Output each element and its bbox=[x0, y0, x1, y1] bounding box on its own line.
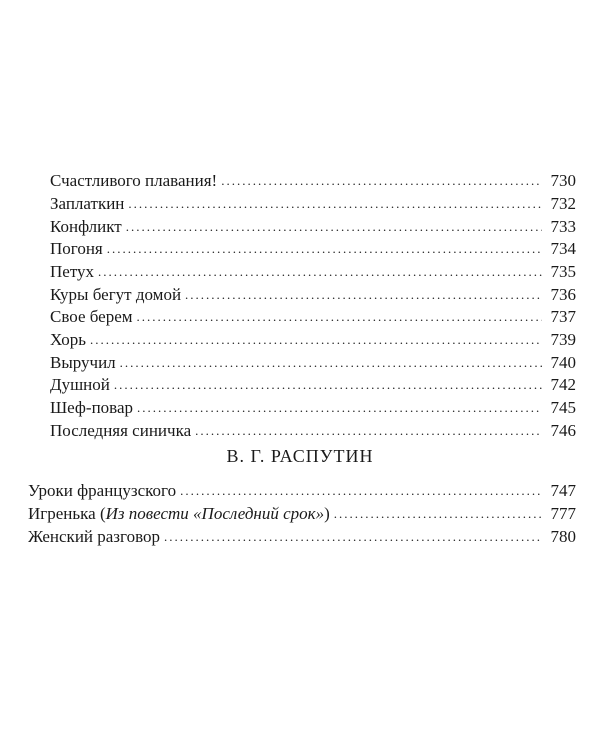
toc-entry bbox=[50, 352, 576, 374]
author-heading: В. Г. РАСПУТИН bbox=[226, 446, 374, 466]
toc-entry-title-italic: Из повести «Последний срок» bbox=[105, 504, 325, 523]
toc-entry-title: Куры бегут домой bbox=[50, 285, 182, 304]
toc-entry-page: 737 bbox=[550, 307, 576, 326]
toc-entry-page: 730 bbox=[550, 171, 576, 190]
toc-entry-page: 745 bbox=[550, 398, 576, 417]
toc-entry-page: 780 bbox=[550, 527, 576, 546]
toc-entry bbox=[50, 374, 576, 396]
toc-entry-page: 734 bbox=[550, 239, 576, 258]
toc-leader-dots bbox=[128, 193, 542, 215]
toc-entry-page: 739 bbox=[550, 330, 576, 349]
toc-leader-dots bbox=[137, 397, 542, 419]
toc-entry bbox=[50, 193, 576, 215]
toc-leader-dots bbox=[107, 238, 542, 260]
toc-entry bbox=[28, 480, 576, 502]
toc-entry-page: 735 bbox=[550, 262, 576, 281]
toc-leader-dots bbox=[180, 480, 542, 502]
toc-leader-dots bbox=[164, 526, 542, 548]
toc-entry-title: Свое берем bbox=[50, 307, 133, 326]
toc-leader-dots bbox=[126, 216, 542, 238]
toc-entry-title: Душной bbox=[50, 375, 110, 394]
toc-entry-title: Погоня bbox=[50, 239, 103, 258]
toc-leader-dots bbox=[137, 306, 542, 328]
toc-leader-dots bbox=[120, 352, 542, 374]
toc-entry-title: Выручил bbox=[50, 353, 116, 372]
toc-entry-page: 746 bbox=[550, 421, 576, 440]
toc-entry bbox=[50, 170, 576, 192]
toc-entry-title: Хорь bbox=[50, 330, 86, 349]
toc-leader-dots bbox=[221, 170, 542, 192]
toc-entry bbox=[50, 329, 576, 351]
toc-entry-page: 742 bbox=[550, 375, 576, 394]
toc-entry bbox=[50, 284, 576, 306]
toc-entry-page: 736 bbox=[550, 285, 576, 304]
toc-leader-dots bbox=[90, 329, 542, 351]
toc-entry-page: 747 bbox=[550, 481, 576, 500]
toc-entry bbox=[50, 306, 576, 328]
toc-entry-title: Уроки французского bbox=[28, 481, 177, 500]
toc-leader-dots bbox=[195, 420, 542, 442]
toc-leader-dots bbox=[334, 503, 542, 525]
toc-entry-title-end: ) bbox=[324, 504, 330, 523]
toc-leader-dots bbox=[114, 374, 542, 396]
toc-leader-dots bbox=[185, 284, 542, 306]
toc-leader-dots bbox=[98, 261, 542, 283]
toc-entry-title: Счастливого плавания! bbox=[50, 171, 218, 190]
toc-entry bbox=[50, 397, 576, 419]
toc-entry-page: 740 bbox=[550, 353, 576, 372]
toc-entry-page: 732 bbox=[550, 194, 576, 213]
toc-entry-page: 777 bbox=[550, 504, 576, 523]
toc-entry-title bbox=[28, 503, 330, 525]
toc-entry-title: Последняя синичка bbox=[50, 421, 192, 440]
toc-entry-title: Конфликт bbox=[50, 217, 122, 236]
toc-entry bbox=[28, 526, 576, 548]
toc-entry bbox=[50, 261, 576, 283]
toc-entry-title: Женский разговор bbox=[28, 527, 160, 546]
toc-entry bbox=[50, 216, 576, 238]
toc-entry bbox=[28, 503, 576, 525]
toc-entry-title: Петух bbox=[50, 262, 95, 281]
toc-entry-title: Шеф-повар bbox=[50, 398, 134, 417]
toc-entry-title-start: Игренька ( bbox=[28, 504, 106, 523]
toc-entry bbox=[50, 238, 576, 260]
toc-entry bbox=[50, 420, 576, 442]
toc-entry-page: 733 bbox=[550, 217, 576, 236]
toc-entry-title: Заплаткин bbox=[50, 194, 125, 213]
